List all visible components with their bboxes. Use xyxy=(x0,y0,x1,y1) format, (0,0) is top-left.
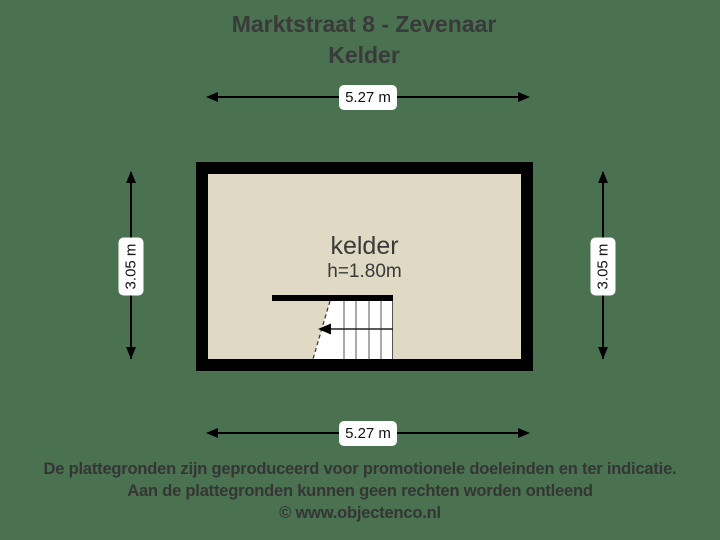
address-title: Marktstraat 8 - Zevenaar xyxy=(231,11,497,37)
room-name-label: kelder xyxy=(330,232,399,260)
room-height-label: h=1.80m xyxy=(327,261,402,282)
disclaimer-line-1: De plattegronden zijn geproduceerd voor promotionele doeleinden en ter indicatie. xyxy=(43,460,677,478)
dimension-label-right: 3.05 m xyxy=(591,238,616,296)
arrowhead-down-icon xyxy=(598,347,608,359)
arrowhead-left-icon xyxy=(206,428,218,438)
disclaimer-line-2: Aan de plattegronden kunnen geen rechten worden ontleend xyxy=(127,482,593,500)
arrowhead-right-icon xyxy=(518,428,530,438)
dimension-label-top: 5.27 m xyxy=(339,85,397,110)
copyright-line: © www.objectenco.nl xyxy=(279,504,441,522)
footer-disclaimer xyxy=(0,458,720,524)
dimension-label-bottom: 5.27 m xyxy=(339,421,397,446)
arrowhead-right-icon xyxy=(518,92,530,102)
dimension-label-left: 3.05 m xyxy=(119,238,144,296)
floor-title: Kelder xyxy=(328,42,400,68)
arrowhead-up-icon xyxy=(598,171,608,183)
stair-handrail-bar xyxy=(272,295,393,301)
arrowhead-down-icon xyxy=(126,347,136,359)
staircase xyxy=(265,293,400,360)
arrowhead-up-icon xyxy=(126,171,136,183)
arrowhead-left-icon xyxy=(206,92,218,102)
page-title xyxy=(8,9,720,71)
